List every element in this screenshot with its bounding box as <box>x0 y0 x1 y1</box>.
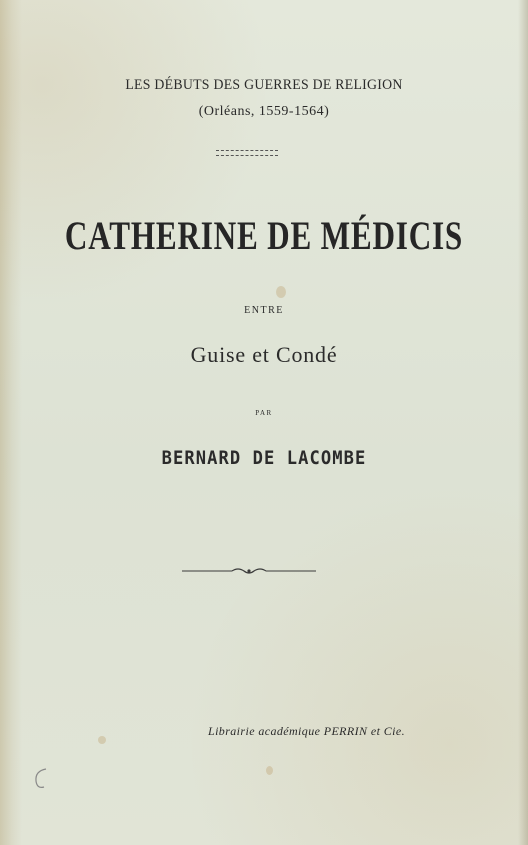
shadowed-right-edge <box>518 0 528 845</box>
paper-stain <box>98 736 106 744</box>
publisher-name: Librairie académique PERRIN et Cie. <box>208 724 405 738</box>
paper-stain <box>266 766 273 775</box>
book-subtitle: Guise et Condé <box>190 342 338 367</box>
by-word: PAR <box>255 409 273 417</box>
series-subtitle: (Orléans, 1559-1564) <box>198 104 330 119</box>
series-title: LES DÉBUTS DES GUERRES DE RELIGION <box>125 77 403 93</box>
title-ornament <box>216 150 278 156</box>
connector-word: ENTRE <box>244 305 284 316</box>
book-title: CATHERINE DE MÉDICIS <box>64 213 464 258</box>
paper-stain <box>276 286 286 298</box>
author-name: BERNARD DE LACOMBE <box>161 447 367 469</box>
divider-ornament <box>182 566 316 576</box>
worn-left-edge <box>0 0 22 845</box>
pencil-mark <box>30 765 52 793</box>
